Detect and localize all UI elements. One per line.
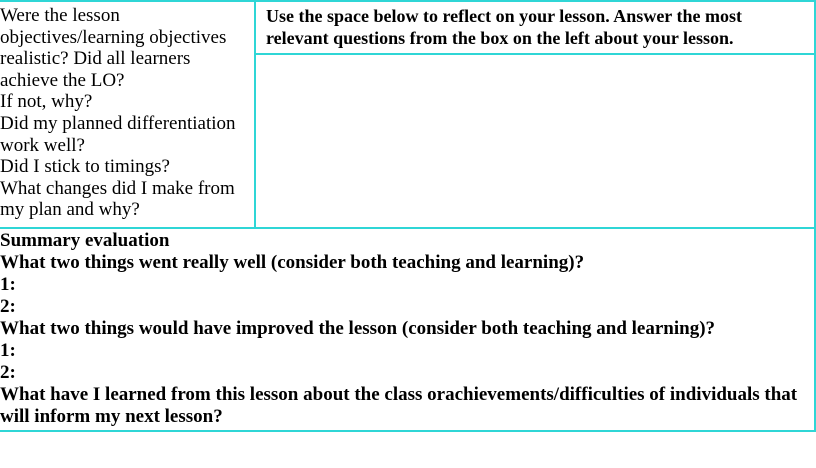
summary-row (0, 228, 815, 431)
went-well-question: What two things went really well (consider both teaching and learning)? (0, 252, 585, 273)
instructions-line: Use the space below to reflect on your lesson. Answer the most (266, 6, 742, 26)
improvement-question: What two things would have improved the lesson (consider both teaching and learning)? (0, 318, 716, 339)
went-well-answer-1[interactable]: 1: (0, 274, 16, 295)
guiding-question-line: objectives/learning objectives (0, 26, 227, 48)
guiding-question-line: achieve the LO? (0, 69, 125, 91)
instructions-line: relevant questions from the box on the left about your lesson. (266, 27, 734, 48)
improvement-answer-1[interactable]: 1: (0, 340, 16, 361)
summary-title: Summary evaluation (0, 230, 170, 251)
guiding-question-line: Were the lesson (0, 5, 120, 26)
learned-question-line: What have I learned from this lesson about the class orachievements/difficulties of individuals that (0, 384, 798, 405)
guiding-question-line: What changes did I make from (0, 177, 235, 199)
reflection-answer-area[interactable] (255, 54, 815, 228)
learned-question-line: will inform my next lesson? (0, 406, 223, 427)
guiding-questions-cell (0, 1, 255, 228)
guiding-question-line: work well? (0, 134, 85, 156)
reflection-row (0, 1, 815, 54)
reflection-instructions-cell (255, 1, 815, 54)
went-well-answer-2[interactable]: 2: (0, 296, 16, 317)
guiding-question-line: If not, why? (0, 91, 93, 113)
guiding-question-line: realistic? Did all learners (0, 48, 191, 70)
improvement-answer-2[interactable]: 2: (0, 362, 16, 383)
guiding-question-line: Did my planned differentiation (0, 112, 236, 134)
summary-evaluation-cell (0, 228, 815, 431)
guiding-question-line: Did I stick to timings? (0, 156, 170, 178)
guiding-question-line: my plan and why? (0, 199, 140, 221)
